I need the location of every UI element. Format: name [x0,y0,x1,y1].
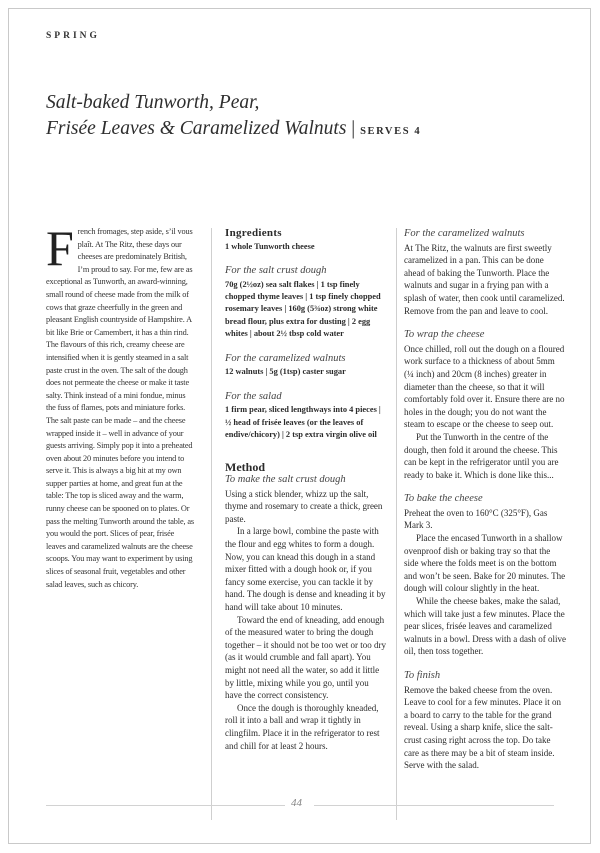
title-line-2: Frisée Leaves & Caramelized Walnuts [46,118,347,139]
method-paragraph: Remove the baked cheese from the oven. Leave to cool for a few minutes. Place it on a board to carry to the table for the grand reveal. Using a sharp knife, slice the salt-crust casing right across the top. Do take care as there may be a bit of steam inside. Serve with the salad. [404,684,561,771]
salad-ingredients: 1 firm pear, sliced lengthways into 4 pieces | ½ head of frisée leaves (or the leaves of endive/chicory) | 2 tsp extra virgin olive oil [225,405,381,440]
ingredients-heading: Ingredients [225,227,282,239]
method-block [225,461,387,752]
column-divider-2 [396,228,397,820]
column-divider-1 [211,228,212,820]
method-paragraph: While the cheese bakes, make the salad, which will take just a few minutes. Place the pear slices, frisée leaves and caramelized walnuts in a bowl. Dress with a dash of olive oil, then toss together. [404,596,566,657]
salt-crust-method-heading: To make the salt crust dough [225,474,346,486]
ingredient-main: 1 whole Tunworth cheese [225,241,315,251]
method-paragraph: Place the encased Tunworth in a shallow ovenproof dish or baking tray so that the side where the folds meet is on the bottom and won’t be seen. Bake for 20 minutes. The dough will colour slightly in the heat. [404,533,566,594]
finish-method-heading: To finish [404,670,441,681]
intro-column [46,220,195,591]
salt-crust-ingredients: 70g (2½oz) sea salt flakes | 1 tsp finely chopped thyme leaves | 1 tsp finely chopped rosemary leaves | 160g (5¾oz) strong white bread flour, plus extra for dusting | 2 egg whites | about 2½ tbsp cold water [225,279,381,339]
method-paragraph: Using a stick blender, whizz up the salt, thyme and rosemary to create a thick, green paste. [225,488,383,524]
method-column-right [404,228,566,772]
serves-label: SERVES 4 [360,126,422,137]
method-paragraph: In a large bowl, combine the paste with the flour and egg whites to form a dough. Now, you can knead this dough in a stand mixer fitted with a dough hook or, if you fancy some exercise, you can tackle it by hand. The dough is dense and kneading it by hand will take about 10 minutes. [225,526,386,612]
method-paragraph: Toward the end of kneading, add enough of the measured water to bring the dough together – it should not be too wet or too dry (as it would crumble and fall apart). You might not need all the water, so add it little by little, mixing while you go, until you have the correct consistency. [225,614,386,701]
wrap-method-heading: To wrap the cheese [404,329,485,341]
salt-crust-ingredients-heading: For the salt crust dough [225,265,327,276]
method-paragraph: Once chilled, roll out the dough on a floured work surface to a thickness of about 5mm (¼ inch) and 20cm (8 inches) greater in diameter than the cheese, so that it will comfortably fold over it. Ensure there are no holes in the dough; you do not want the steam to escape or the cheese to seep out. [404,343,565,430]
method-heading: Method [225,460,265,475]
walnut-method-heading: For the caramelized walnuts [404,228,525,239]
footer-rule-left [46,805,285,806]
method-paragraph: Put the Tunworth in the centre of the dough, then fold it around the cheese. This can be kept in the refrigerator until you are ready to bake it. Which is done like this... [404,431,559,480]
method-paragraph: Once the dough is thoroughly kneaded, roll it into a ball and wrap it tightly in clingfilm. Place it in the refrigerator to rest and chill for at least 2 hours. [225,702,380,751]
intro-text: rench fromages, step aside, s’il vous plaît. At The Ritz, these days our cheeses are predominately British, I’m proud to say. For me, few are as exceptional as Tunworth, an award-winning, small round of cheese made from the milk of cows that graze cheerfully in the green and pleasant English countryside of Hampshire. A bit like Brie or Camembert, it has a thin rind. The flavours of this rich, creamy cheese are intensified when it is gently steamed in a salt paste crust in the oven. The salt of the dough does not permeate the cheese or make it taste salty. Think instead of a mini fondue, minus the fuss of flames, pots and miniature forks. The salt paste can be made – and the cheese wrapped inside it – well in advance of your guests arriving. Simply pop it into a preheated oven about 20 minutes before you intend to serve it. This is always a big hit at my own supper parties at home, and great fun at the table: The top is sliced away and the warm, runny cheese can be spooned on to plates. Or pass the melting Tunworth around the table, as you would the port. Slices of pear, frisée leaves and caramelized walnuts are the cheese scoops. You may want to experiment by using slices of seasonal fruit, vegetables and other salad leaves, such as chicory. [46,227,194,589]
walnut-ingredients: 12 walnuts | 5g (1tsp) caster sugar [225,367,346,377]
bake-method-heading: To bake the cheese [404,493,483,505]
ingredients-method-column [225,227,387,752]
recipe-title [46,90,421,145]
title-line-1: Salt-baked Tunworth, Pear, [46,92,260,113]
footer-rule-right [314,805,554,806]
section-label: SPRING [46,31,100,41]
page-number: 44 [291,797,302,809]
method-paragraph: Preheat the oven to 160°C (325°F), Gas Mark 3. [404,507,548,531]
method-paragraph: At The Ritz, the walnuts are first sweetly caramelized in a pan. This can be done ahead of baking the Tunworth. Place the walnuts and sugar in a frying pan with a splash of water, then cook until caramelized. Remove from the pan and leave to cool. [404,242,565,316]
salad-ingredients-heading: For the salad [225,390,282,402]
title-separator: | [351,118,356,139]
walnut-ingredients-heading: For the caramelized walnuts [225,352,346,364]
drop-cap: F [46,220,74,276]
